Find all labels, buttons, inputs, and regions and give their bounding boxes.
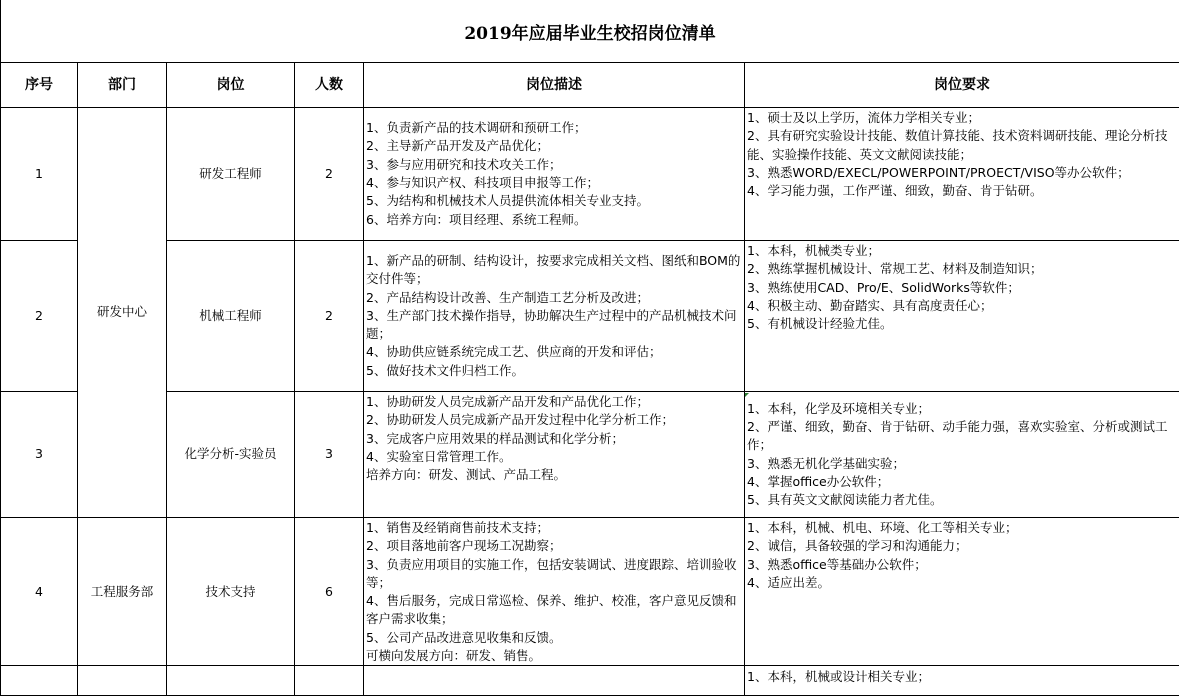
cell-description[interactable]: 1、新产品的研制、结构设计，按要求完成相关文档、图纸和BOM的交付件等； 2、产品结构设计改善、生产制造工艺分析及改进； 3、生产部门技术操作指导，协助解决生产过程中的产品机械技术问题； 4、协助供应链系统完成工艺、供应商的开发和评估； 5、做好技术文件归档工作。 — [364, 241, 745, 392]
table-row — [1, 518, 1179, 666]
cell-seq[interactable] — [1, 666, 78, 696]
cell-seq[interactable]: 4 — [1, 518, 78, 666]
cell-count[interactable]: 3 — [295, 392, 364, 518]
cell-description[interactable]: 1、协助研发人员完成新产品开发和产品优化工作； 2、协助研发人员完成新产品开发过程中化学分析工作； 3、完成客户应用效果的样品测试和化学分析； 4、实验室日常管理工作。 培养方向：研发、测试、产品工程。 — [364, 392, 745, 518]
cell-position[interactable]: 机械工程师 — [167, 241, 295, 392]
cell-description[interactable]: 1、负责新产品的技术调研和预研工作； 2、主导新产品开发及产品优化； 3、参与应用研究和技术攻关工作； 4、参与知识产权、科技项目申报等工作； 5、为结构和机械技术人员提供流体相关专业支持。 6、培养方向：项目经理、系统工程师。 — [364, 108, 745, 241]
cell-description[interactable]: 1、销售及经销商售前技术支持； 2、项目落地前客户现场工况勘察； 3、负责应用项目的实施工作，包括安装调试、进度跟踪、培训验收等； 4、售后服务，完成日常巡检、保养、维护、校准，客户意见反馈和客户需求收集； 5、公司产品改进意见收集和反馈。 可横向发展方向：研发、销售。 — [364, 518, 745, 666]
cell-dept[interactable] — [78, 666, 167, 696]
cell-dept[interactable]: 研发中心 — [78, 108, 167, 518]
cell-seq[interactable]: 2 — [1, 241, 78, 392]
header-count: 人数 — [295, 63, 364, 108]
cell-count[interactable]: 6 — [295, 518, 364, 666]
table-row — [1, 108, 1179, 241]
table-row — [1, 666, 1179, 696]
cell-comment-marker — [745, 393, 749, 397]
cell-position[interactable]: 研发工程师 — [167, 108, 295, 241]
cell-requirements[interactable]: 1、本科，机械、机电、环境、化工等相关专业； 2、诚信，具备较强的学习和沟通能力； 3、熟悉office等基础办公软件； 4、适应出差。 — [745, 518, 1179, 666]
cell-position[interactable] — [167, 666, 295, 696]
cell-position[interactable]: 化学分析-实验员 — [167, 392, 295, 518]
cell-description[interactable] — [364, 666, 745, 696]
cell-requirements[interactable]: 1、本科，机械类专业； 2、熟练掌握机械设计、常规工艺、材料及制造知识； 3、熟练使用CAD、Pro/E、SolidWorks等软件； 4、积极主动、勤奋踏实、具有高度责任心； 5、有机械设计经验尤佳。 — [745, 241, 1179, 392]
sheet-title: 2019年应届毕业生校招岗位清单 — [0, 0, 1179, 63]
header-requirements: 岗位要求 — [745, 63, 1179, 108]
header-position: 岗位 — [167, 63, 295, 108]
header-row — [1, 63, 1179, 108]
cell-requirements[interactable]: 1、硕士及以上学历，流体力学相关专业； 2、具有研究实验设计技能、数值计算技能、技术资料调研技能、理论分析技能、实验操作技能、英文文献阅读技能； 3、熟悉WORD/EXECL/POWERPOINT/PROECT/VISO等办公软件； 4、学习能力强，工作严谨、细致，勤奋、肯于钻研。 — [745, 108, 1179, 241]
cell-seq[interactable]: 1 — [1, 108, 78, 241]
cell-requirements[interactable]: 1、本科，机械或设计相关专业； — [745, 666, 1179, 696]
table-row — [1, 241, 1179, 392]
cell-dept[interactable]: 工程服务部 — [78, 518, 167, 666]
cell-position[interactable]: 技术支持 — [167, 518, 295, 666]
job-table — [0, 62, 1179, 696]
cell-count[interactable]: 2 — [295, 108, 364, 241]
cell-count[interactable] — [295, 666, 364, 696]
header-seq: 序号 — [1, 63, 78, 108]
header-description: 岗位描述 — [364, 63, 745, 108]
cell-requirements[interactable]: 1、本科，化学及环境相关专业； 2、严谨、细致，勤奋、肯于钻研、动手能力强，喜欢实验室、分析或测试工作； 3、熟悉无机化学基础实验； 4、掌握office办公软件； 5、具有英文文献阅读能力者尤佳。 — [745, 392, 1179, 518]
cell-seq[interactable]: 3 — [1, 392, 78, 518]
header-dept: 部门 — [78, 63, 167, 108]
cell-count[interactable]: 2 — [295, 241, 364, 392]
table-row — [1, 392, 1179, 518]
